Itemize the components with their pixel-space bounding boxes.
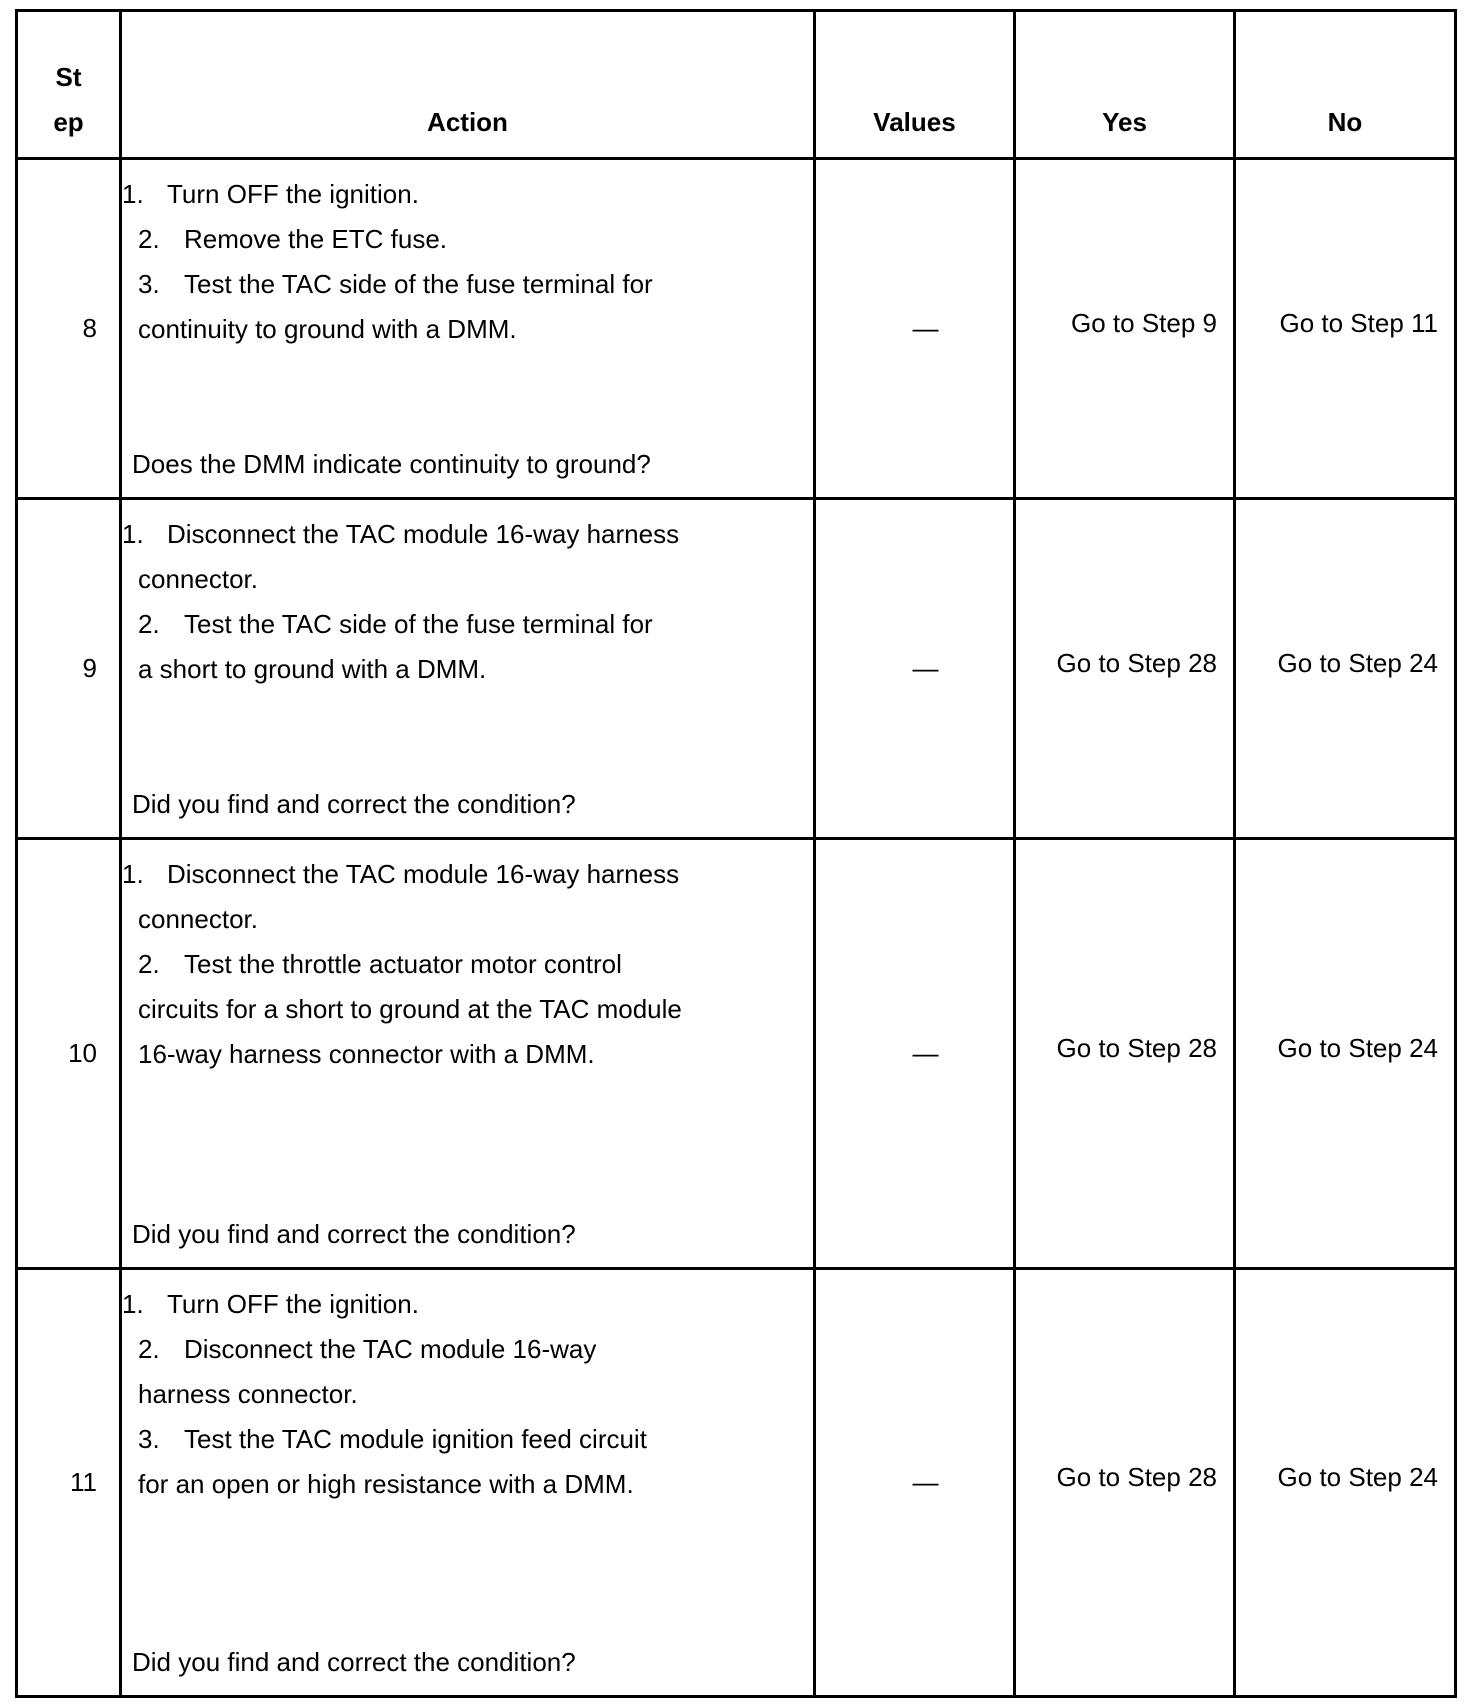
step-index: 2. <box>138 609 160 639</box>
step-header-line2: ep <box>53 107 84 137</box>
action-line <box>122 1462 803 1507</box>
step-text: continuity to ground with a DMM. <box>138 314 517 344</box>
no-cell: Go to Step 24 <box>1235 839 1456 1269</box>
step-text: harness connector. <box>138 1379 358 1409</box>
action-line <box>122 512 803 557</box>
step-text: Test the TAC side of the fuse terminal for <box>184 609 653 639</box>
action-line <box>122 1417 803 1462</box>
step-header <box>17 11 121 159</box>
step-index: 1. <box>122 519 144 549</box>
no-cell: Go to Step 11 <box>1235 159 1456 499</box>
step-text: Turn OFF the ignition. <box>167 1289 419 1319</box>
step-index: 2. <box>138 224 160 254</box>
action-header: Action <box>121 11 815 159</box>
step-text: Disconnect the TAC module 16-way harness <box>167 859 680 889</box>
yes-cell: Go to Step 28 <box>1015 839 1235 1269</box>
action-cell <box>121 499 815 839</box>
step-index: 2. <box>138 949 160 979</box>
action-line <box>122 647 803 692</box>
step-text: circuits for a short to ground at the TAC module <box>138 994 682 1024</box>
step-number: 9 <box>17 499 121 839</box>
action-cell <box>121 839 815 1269</box>
step-text: Test the TAC module ignition feed circuit <box>184 1424 647 1454</box>
step-text: Remove the ETC fuse. <box>184 224 447 254</box>
step-index: 3. <box>138 1424 160 1454</box>
action-line <box>122 307 803 352</box>
action-line <box>122 217 803 262</box>
table-row <box>17 1269 1456 1697</box>
step-header-line1: St <box>55 62 82 92</box>
step-number: 11 <box>17 1269 121 1697</box>
table-row <box>17 839 1456 1269</box>
values-header: Values <box>815 11 1015 159</box>
action-line <box>122 1327 803 1372</box>
step-number: 10 <box>17 839 121 1269</box>
diagnostic-table <box>15 9 1457 1698</box>
step-text: for an open or high resistance with a DMM. <box>138 1469 634 1499</box>
action-line <box>122 852 803 897</box>
table-row <box>17 159 1456 499</box>
step-index: 1. <box>122 859 144 889</box>
action-line <box>122 1032 803 1077</box>
action-line <box>122 1372 803 1417</box>
no-cell: Go to Step 24 <box>1235 1269 1456 1697</box>
action-steps <box>122 852 803 1077</box>
step-text: a short to ground with a DMM. <box>138 654 487 684</box>
step-text: Test the TAC side of the fuse terminal for <box>184 269 653 299</box>
step-text: connector. <box>138 904 258 934</box>
step-index: 2. <box>138 1334 160 1364</box>
table-row <box>17 499 1456 839</box>
action-line <box>122 897 803 942</box>
action-cell <box>121 1269 815 1697</box>
step-text: Test the throttle actuator motor control <box>184 949 622 979</box>
action-steps <box>122 1282 803 1507</box>
action-steps <box>122 512 803 692</box>
action-question: Did you find and correct the condition? <box>132 1219 576 1249</box>
step-text: Turn OFF the ignition. <box>167 179 419 209</box>
action-line <box>122 1282 803 1327</box>
header-row <box>17 11 1456 159</box>
action-line <box>122 987 803 1032</box>
action-cell <box>121 159 815 499</box>
action-line <box>122 172 803 217</box>
value-cell: — <box>815 839 1015 1269</box>
step-index: 1. <box>122 179 144 209</box>
step-text: Disconnect the TAC module 16-way harness <box>167 519 680 549</box>
step-number: 8 <box>17 159 121 499</box>
step-index: 3. <box>138 269 160 299</box>
action-question: Does the DMM indicate continuity to ground? <box>132 449 651 479</box>
action-question: Did you find and correct the condition? <box>132 1647 576 1677</box>
action-steps <box>122 172 803 352</box>
step-text: connector. <box>138 564 258 594</box>
yes-cell: Go to Step 28 <box>1015 1269 1235 1697</box>
action-question: Did you find and correct the condition? <box>132 789 576 819</box>
yes-header: Yes <box>1015 11 1235 159</box>
action-line <box>122 262 803 307</box>
no-cell: Go to Step 24 <box>1235 499 1456 839</box>
action-line <box>122 602 803 647</box>
value-cell: — <box>815 1269 1015 1697</box>
step-index: 1. <box>122 1289 144 1319</box>
value-cell: — <box>815 159 1015 499</box>
action-line <box>122 942 803 987</box>
value-cell: — <box>815 499 1015 839</box>
yes-cell: Go to Step 9 <box>1015 159 1235 499</box>
yes-cell: Go to Step 28 <box>1015 499 1235 839</box>
step-text: Disconnect the TAC module 16-way <box>184 1334 597 1364</box>
no-header: No <box>1235 11 1456 159</box>
action-line <box>122 557 803 602</box>
step-text: 16-way harness connector with a DMM. <box>138 1039 595 1069</box>
